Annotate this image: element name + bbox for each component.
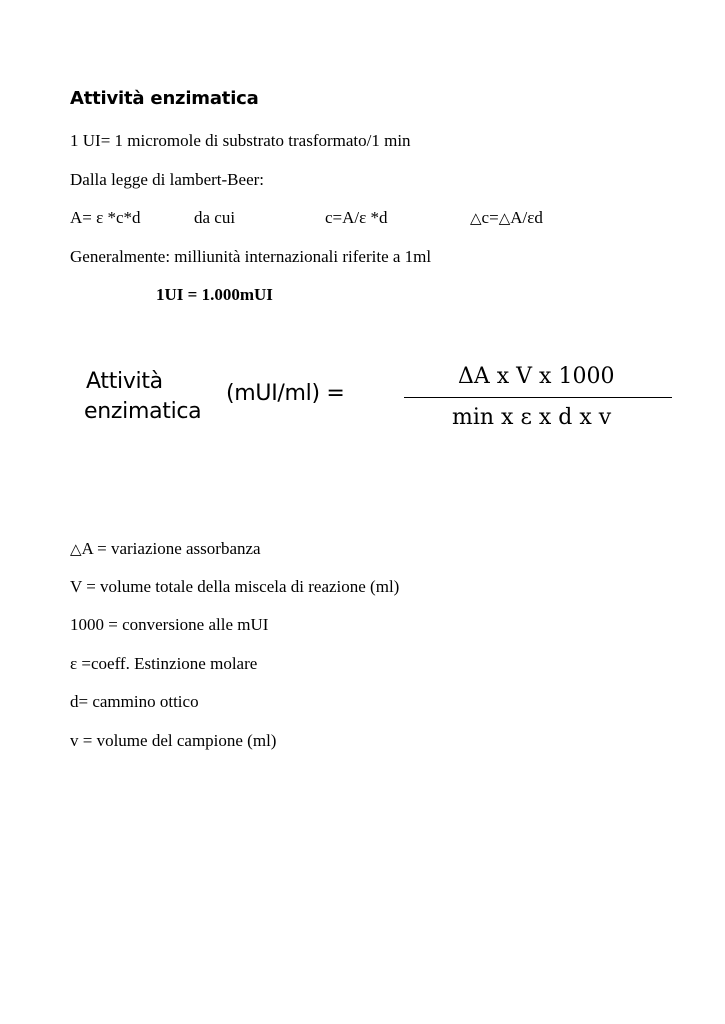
legend-delta-a	[70, 539, 261, 559]
delta-triangle-icon: △	[470, 209, 482, 227]
legend-d: d= cammino ottico	[70, 692, 199, 711]
formula-label-line2: enzimatica	[84, 399, 202, 424]
equation-delta-c	[470, 208, 543, 228]
legend-thousand: 1000 = conversione alle mUI	[70, 615, 269, 634]
lambert-beer-intro: Dalla legge di lambert-Beer:	[70, 170, 264, 189]
formula-denominator: min x ε x d x v	[452, 405, 612, 430]
unit-conversion: 1UI = 1.000mUI	[156, 285, 273, 304]
delta-triangle-icon: △	[70, 540, 82, 558]
page-title: Attività enzimatica	[70, 88, 259, 109]
unit-definition: 1 UI= 1 micromole di substrato trasformato/1 min	[70, 131, 411, 150]
fraction-bar	[404, 397, 672, 398]
general-note: Generalmente: milliunità internazionali riferite a 1ml	[70, 247, 432, 266]
legend-v-sample: v = volume del campione (ml)	[70, 731, 277, 750]
legend-epsilon: ε =coeff. Estinzione molare	[70, 654, 258, 673]
formula-numerator: ΔA x V x 1000	[458, 364, 615, 389]
equation-delta-a-text: A/εd	[510, 208, 543, 227]
equation-delta-c-text: c=	[481, 208, 499, 227]
formula-unit: (mUI/ml) =	[226, 381, 345, 406]
equation-da-cui: da cui	[194, 208, 236, 227]
equation-a: A= ε *c*d	[70, 208, 141, 227]
legend-v-total: V = volume totale della miscela di reazione (ml)	[70, 577, 400, 596]
equation-c: c=A/ε *d	[325, 208, 388, 227]
formula-label-line1: Attività	[86, 369, 163, 394]
legend-delta-a-text: A = variazione assorbanza	[81, 539, 261, 558]
delta-triangle-icon: △	[498, 209, 511, 227]
